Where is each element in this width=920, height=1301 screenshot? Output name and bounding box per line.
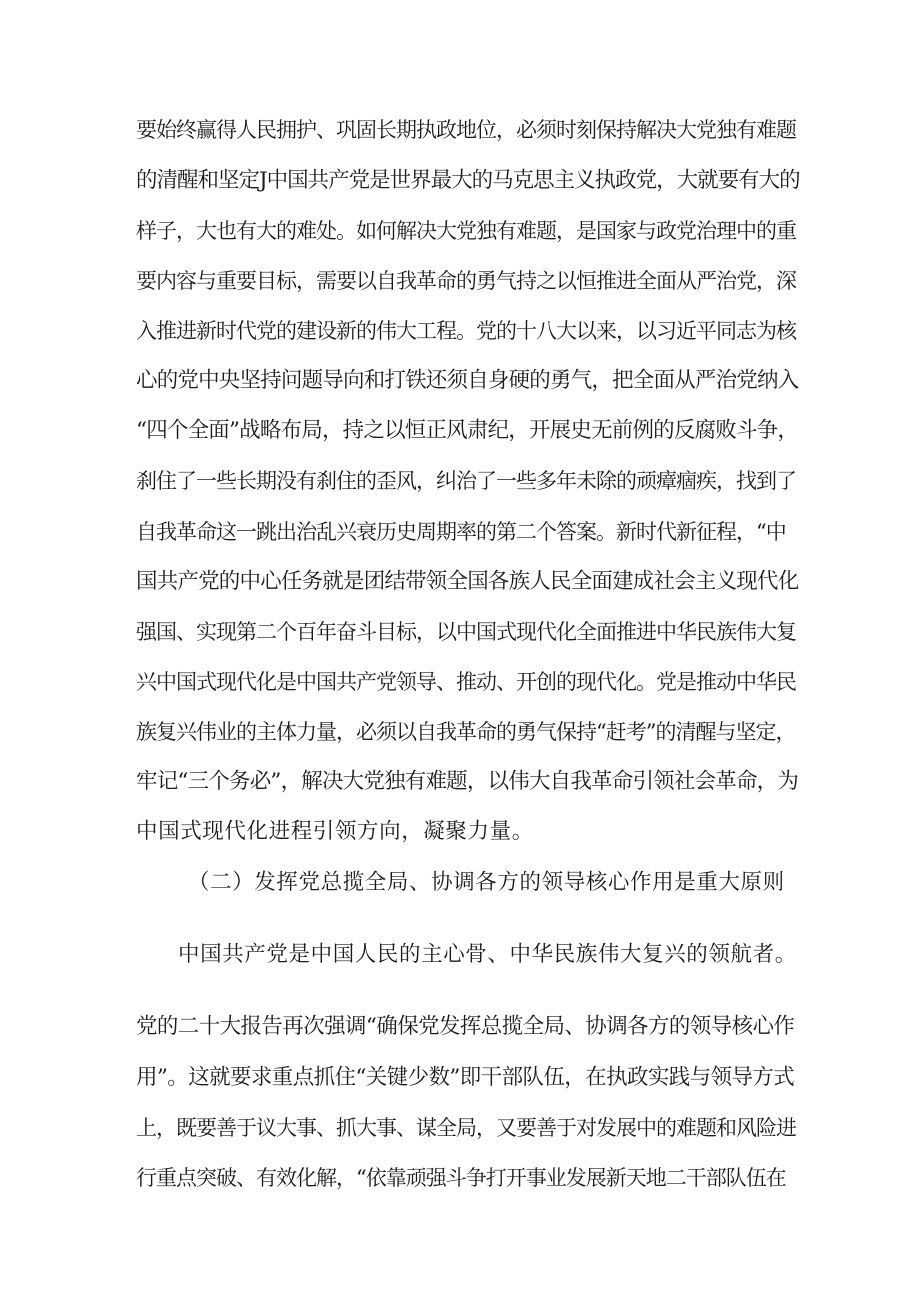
paragraph-1-line: 牢记“三个务必”，解决大党独有难题，以伟大自我革命引领社会革命，为 [136,769,799,794]
paragraph-1-line: 心的党中央坚持问题导向和打铁还须自身硬的勇气，把全面从严治党纳入 [136,368,799,393]
paragraph-1-line: 入推进新时代党的建设新的伟大工程。党的十八大以来，以习近平同志为核 [136,319,796,343]
paragraph-2: 中国共产党是中国人民的主心骨、中华民族伟大复兴的领航者。 [178,942,797,967]
paragraph-1-line: 兴中国式现代化是中国共产党领导、推动、开创的现代化。党是推动中华民 [136,670,796,694]
section-heading: （二）发挥党总揽全局、协调各方的领导核心作用是重大原则 [188,870,785,895]
paragraph-3-line: 用”。这就要求重点抓住“关键少数”即干部队伍，在执政实践与领导方式 [136,1065,795,1090]
paragraph-1-line: 要始终赢得人民拥护、巩固长期执政地位，必须时刻保持解决大党独有难题 [136,118,796,142]
paragraph-1-line: 强国、实现第二个百年奋斗目标，以中国式现代化全面推进中华民族伟大复 [136,620,796,644]
paragraph-1-line: 中国式现代化进程引领方向，凝聚力量。 [136,819,534,844]
paragraph-1-line: 要内容与重要目标，需要以自我革命的勇气持之以恒推进全面从严治党，深 [136,269,796,293]
paragraph-3-line: 行重点突破、有效化解，“依靠顽强斗争打开事业发展新天地二干部队伍在 [136,1166,786,1190]
paragraph-1-line: 刹住了一些长期没有刹住的歪风，纠治了一些多年未除的顽瘴痼疾，找到了 [136,469,796,493]
paragraph-1-line: 族复兴伟业的主体力量，必须以自我革命的勇气保持“赶考”的清醒与坚定， [136,720,796,744]
paragraph-1-line: “四个全面”战略布局，持之以恒正风肃纪，开展史无前例的反腐败斗争， [136,418,799,443]
paragraph-1-line: 样子，大也有大的难处。如何解决大党独有难题，是国家与政党治理中的重 [136,219,796,243]
paragraph-3-line: 上，既要善于议大事、抓大事、谋全局，又要善于对发展中的难题和风险进 [136,1116,796,1140]
paragraph-3-line: 党的二十大报告再次强调“确保党发挥总揽全局、协调各方的领导核心作 [136,1014,795,1039]
paragraph-1-line: 国共产党的中心任务就是团结带领全国各族人民全面建成社会主义现代化 [136,569,799,594]
paragraph-1-line: 的清醒和坚定J中国共产党是世界最大的马克思主义执政党，大就要有大的 [136,168,800,193]
paragraph-1-line: 自我革命这一跳出治乱兴衰历史周期率的第二个答案。新时代新征程，“中 [136,520,786,544]
